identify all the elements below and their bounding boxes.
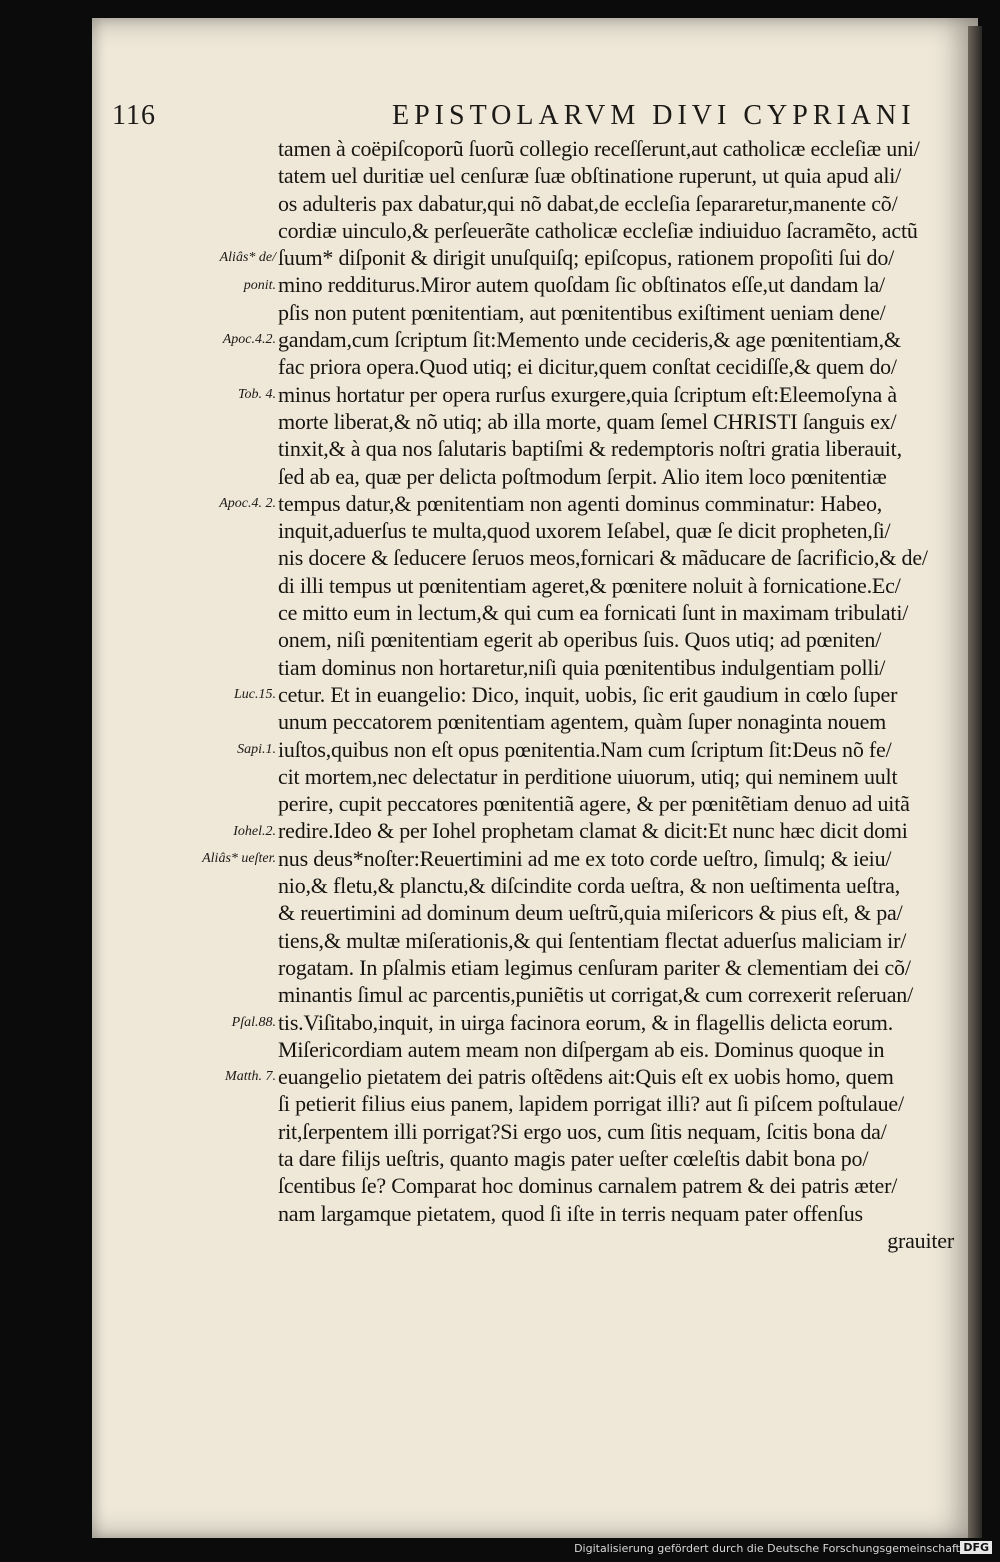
marginal-note: Aliâs* ueſter.	[202, 850, 276, 866]
text-line: ta dare filijs ueſtris, quanto magis pater ueſter cœleſtis dabit bona po/	[278, 1145, 869, 1171]
text-line: di illi tempus ut pœnitentiam ageret,& pœnitere noluit à fornicatione.Ec/	[278, 572, 901, 598]
marginal-note: Apoc.4. 2.	[219, 495, 276, 511]
text-line: unum peccatorem pœnitentiam agentem, quàm ſuper nonaginta nouem	[278, 709, 887, 735]
text-line: nus deus*noſter:Reuertimini ad me ex toto corde ueſtro, ſimulq; & ieiu/	[278, 845, 892, 871]
text-line: mino redditurus.Miror autem quoſdam ſic obſtinatos eſſe,ut dandam la/	[278, 272, 885, 298]
marginal-note: Luc.15.	[234, 687, 276, 702]
text-line: nis docere & ſeducere ſeruos meos,fornicari & mãducare de ſacrificio,& de/	[278, 545, 928, 571]
text-line: tempus datur,& pœnitentiam non agenti dominus comminatur: Habeo,	[278, 490, 883, 516]
marginal-note: Matth. 7.	[225, 1069, 276, 1085]
text-line: tinxit,& à qua nos ſalutaris baptiſmi & redemptoris noſtri gratia liberauit,	[278, 436, 902, 462]
text-line: ſcentibus ſe? Comparat hoc dominus carnalem patrem & dei patris æter/	[278, 1173, 898, 1199]
marginal-note: Iohel.2.	[233, 823, 276, 839]
text-line: gandam,cum ſcriptum ſit:Memento unde cecideris,& age pœnitentiam,&	[278, 327, 901, 353]
text-line: tiens,& multæ miſerationis,& qui ſententiam flectat aduerſus maliciam ir/	[278, 927, 907, 953]
text-line: ſuum* diſponit & dirigit unuſquiſq; epiſcopus, rationem propoſiti ſui do/	[278, 245, 895, 271]
text-line: tis.Viſitabo,inquit, in uirga facinora eorum, & in flagellis delicta eorum.	[278, 1009, 894, 1035]
text-line: Miſericordiam autem meam non diſpergam ab eis. Dominus quoque in	[278, 1036, 885, 1062]
text-line: onem, niſi pœnitentiam egerit ab operibus ſuis. Quos utiq; ad pœniten/	[278, 627, 882, 653]
text-line: minus hortatur per opera rurſus exurgere,quia ſcriptum eſt:Eleemoſyna à	[278, 381, 897, 407]
text-line: tatem uel duritiæ uel cenſuræ ſuæ obſtinatione ruperunt, ut quia apud ali/	[278, 163, 902, 189]
text-line: minantis ſimul ac parcentis,puniẽtis ut corrigat,& cum correxerit reſeruan/	[278, 982, 913, 1008]
text-line: ce mitto eum in lectum,& qui cum ea fornicati ſunt in maximam tribulati/	[278, 600, 909, 626]
text-line: os adulteris pax dabatur,qui nõ dabat,de eccleſia ſepararetur,manente cõ/	[278, 190, 898, 216]
marginal-note: Tob. 4.	[237, 386, 276, 402]
text-line: rit,ſerpentem illi porrigat?Si ergo uos, cum ſitis nequam, ſcitis bona da/	[278, 1118, 887, 1144]
text-line: rogatam. In pſalmis etiam legimus cenſuram pariter & clementiam dei cõ/	[278, 954, 911, 980]
text-line: iuſtos,quibus non eſt opus pœnitentia.Nam cum ſcriptum ſit:Deus nõ fe/	[278, 736, 892, 762]
marginal-note: Apoc.4.2.	[222, 332, 276, 348]
text-line: nam largamque pietatem, quod ſi iſte in terris nequam pater offenſus	[278, 1200, 863, 1226]
text-line: & reuertimini ad dominum deum ueſtrũ,quia miſericors & pius eſt, & pa/	[278, 900, 903, 926]
running-title: EPISTOLARVM DIVI CYPRIANI	[392, 100, 916, 131]
text-line: tamen à coëpiſcoporũ ſuorũ collegio receſſerunt,aut catholicæ eccleſiæ uni/	[278, 136, 920, 161]
text-line: morte liberat,& nõ utiq; ab illa morte, quam ſemel CHRISTI ſanguis ex/	[278, 408, 897, 434]
body-text	[278, 135, 978, 1254]
marginal-note: ponit.	[243, 277, 276, 293]
marginal-note: Pſal.88.	[231, 1014, 276, 1030]
text-line: ſi petierit filius eius panem, lapidem porrigat illi? aut ſi piſcem poſtulaue/	[278, 1091, 904, 1117]
text-line: redire.Ideo & per Iohel prophetam clamat & dicit:Et nunc hæc dicit domi	[278, 818, 908, 844]
text-line: tiam dominus non hortaretur,niſi quia pœnitentibus indulgentiam polli/	[278, 654, 886, 680]
marginal-note: Sapi.1.	[237, 741, 276, 757]
footer-bar	[0, 1538, 1000, 1562]
footer-credit: Digitalisierung gefördert durch die Deutsche Forschungsgemeinschaft	[574, 1542, 960, 1555]
text-line: fac priora opera.Quod utiq; ei dicitur,quem conſtat cecidiſſe,& quem do/	[278, 354, 897, 380]
marginal-note: Aliâs* de/	[219, 250, 276, 266]
text-line: cordiæ uinculo,& perſeuerãte catholicæ eccleſiæ indiuiduo ſacramẽto, actũ	[278, 217, 918, 243]
page-number: 116	[112, 100, 156, 131]
text-line: inquit,aduerſus te multa,quod uxorem Ieſabel, quæ ſe dicit propheten,ſi/	[278, 518, 891, 544]
text-line: euangelio pietatem dei patris oſtẽdens ait:Quis eſt ex uobis homo, quem	[278, 1064, 894, 1090]
text-line: ſed ab ea, quæ per delicta poſtmodum ſerpit. Alio item loco pœnitentiæ	[278, 463, 887, 489]
text-line: cit mortem,nec delectatur in perditione uiuorum, utiq; qui neminem uult	[278, 763, 898, 789]
text-line: perire, cupit peccatores pœnitentiã agere, & per pœnitẽtiam denuo ad uitã	[278, 791, 910, 817]
page-header	[112, 100, 916, 136]
dfg-logo: DFG	[960, 1541, 992, 1554]
text-line: nio,& fletu,& planctu,& diſcindite corda ueſtra, & non ueſtimenta ueſtra,	[278, 873, 900, 899]
text-line: pſis non putent pœnitentiam, aut pœnitentibus exiſtiment ueniam dene/	[278, 299, 886, 325]
text-line: cetur. Et in euangelio: Dico, inquit, uobis, ſic erit gaudium in cœlo ſuper	[278, 681, 898, 707]
catchword: grauiter	[887, 1227, 954, 1253]
